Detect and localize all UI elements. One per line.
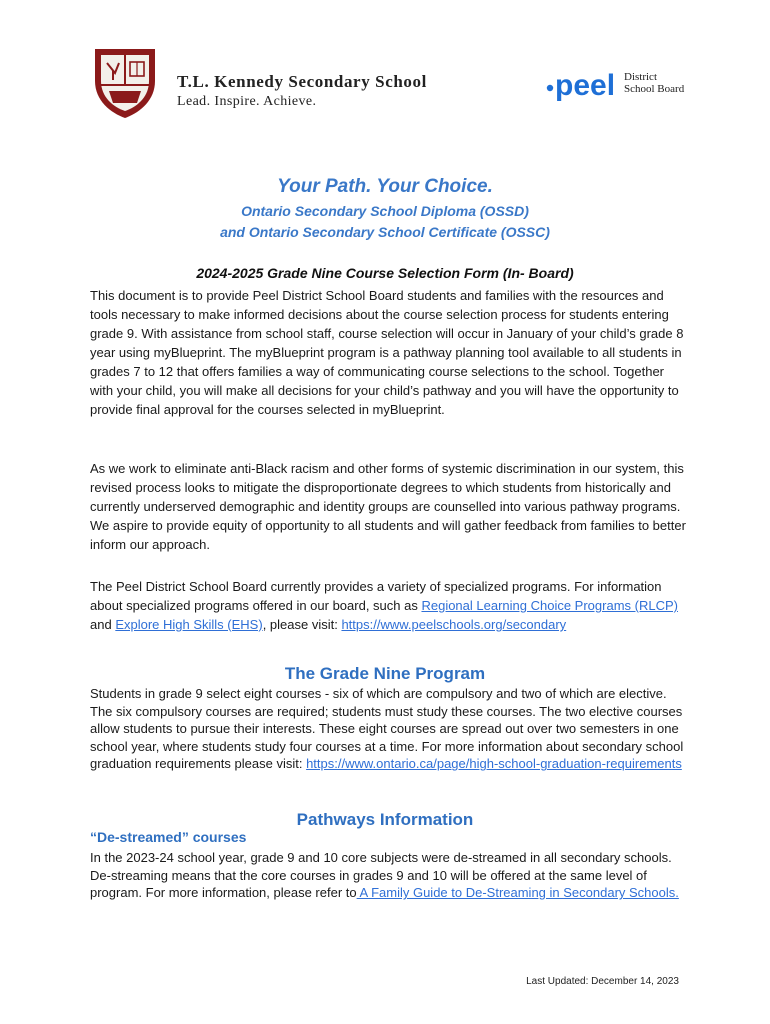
peel-board-logo [546,64,694,104]
graduation-requirements-link[interactable]: https://www.ontario.ca/page/high-school-graduation-requirements [306,756,682,772]
last-updated: Last Updated: December 14, 2023 [526,976,679,987]
peel-logo-line2: School Board [624,83,685,95]
programs-text-after: , please visit: [262,617,342,632]
destreaming-guide-link[interactable]: A Family Guide to De-Streaming in Secondary Schools. [356,885,679,901]
destreamed-paragraph [90,849,690,902]
ehs-link[interactable]: Explore High Skills (EHS) [115,617,263,632]
specialized-programs-paragraph [90,577,690,634]
school-motto: Lead. Inspire. Achieve. [177,94,317,109]
grade-nine-heading: The Grade Nine Program [284,664,486,683]
programs-text-before: The Peel District School Board currently provides a variety of specialized programs. For information about specialized programs offered in our board, such as [90,579,662,613]
peel-logo-line1: District [624,71,657,83]
school-name: T.L. Kennedy Secondary School [177,72,427,91]
grade-nine-text: Students in grade 9 select eight courses - six of which are compulsory and two of which are elective. The six compulsory courses are required; students must study these courses. The two elective courses allow students to pursue their interests. These eight courses are spread out over two semesters in one school year, where students study four courses at a time. For more information about secondary school graduation requirements please visit: [90,686,684,772]
destreamed-text: In the 2023-24 school year, grade 9 and 10 core subjects were de-streamed in all secondary schools. De-streaming means that the core courses in grades 9 and 10 will be offered at the same level of program. For more information, please refer to [90,850,672,901]
intro-paragraph-2: As we work to eliminate anti-Black racism and other forms of systemic discrimination in our system, this revised process looks to mitigate the disproportionate degrees to which students from historically and currently underserved demographic and identity groups are counselled into various pathway programs. We aspire to provide equity of opportunity to all students and will gather feedback from families to better inform our approach. [90,461,686,552]
programs-text-mid: and [90,617,116,632]
page-title: Your Path. Your Choice. [277,176,493,197]
school-crest-icon [93,47,157,119]
form-title: 2024-2025 Grade Nine Course Selection Form (In- Board) [196,265,574,281]
grade-nine-paragraph [90,685,690,773]
destreamed-subheading: “De-streamed” courses [90,829,247,845]
peel-logo-mark [546,64,694,104]
rlcp-link[interactable]: Regional Learning Choice Programs (RLCP) [421,598,678,613]
subtitle-ossc: and Ontario Secondary School Certificate (OSSC) [220,224,550,240]
subtitle-ossd: Ontario Secondary School Diploma (OSSD) [241,203,529,219]
intro-paragraph-1: This document is to provide Peel District School Board students and families with the resources and tools necessary to make informed decisions about the course selection process for students entering grade 9. With assistance from school staff, course selection will occur in January of your child’s grade 8 year using myBlueprint. The myBlueprint program is a pathway planning tool available to all students in grades 7 to 12 that offers families a way of communicating course selections to the school. Together with your child, you will make all decisions for your child’s pathway and you will have the opportunity to provide final approval for the courses selected in myBlueprint. [90,288,684,417]
peelschools-secondary-link[interactable]: https://www.peelschools.org/secondary [341,617,567,632]
peel-logo-word: peel [555,69,616,102]
pathways-heading: Pathways Information [296,810,474,829]
